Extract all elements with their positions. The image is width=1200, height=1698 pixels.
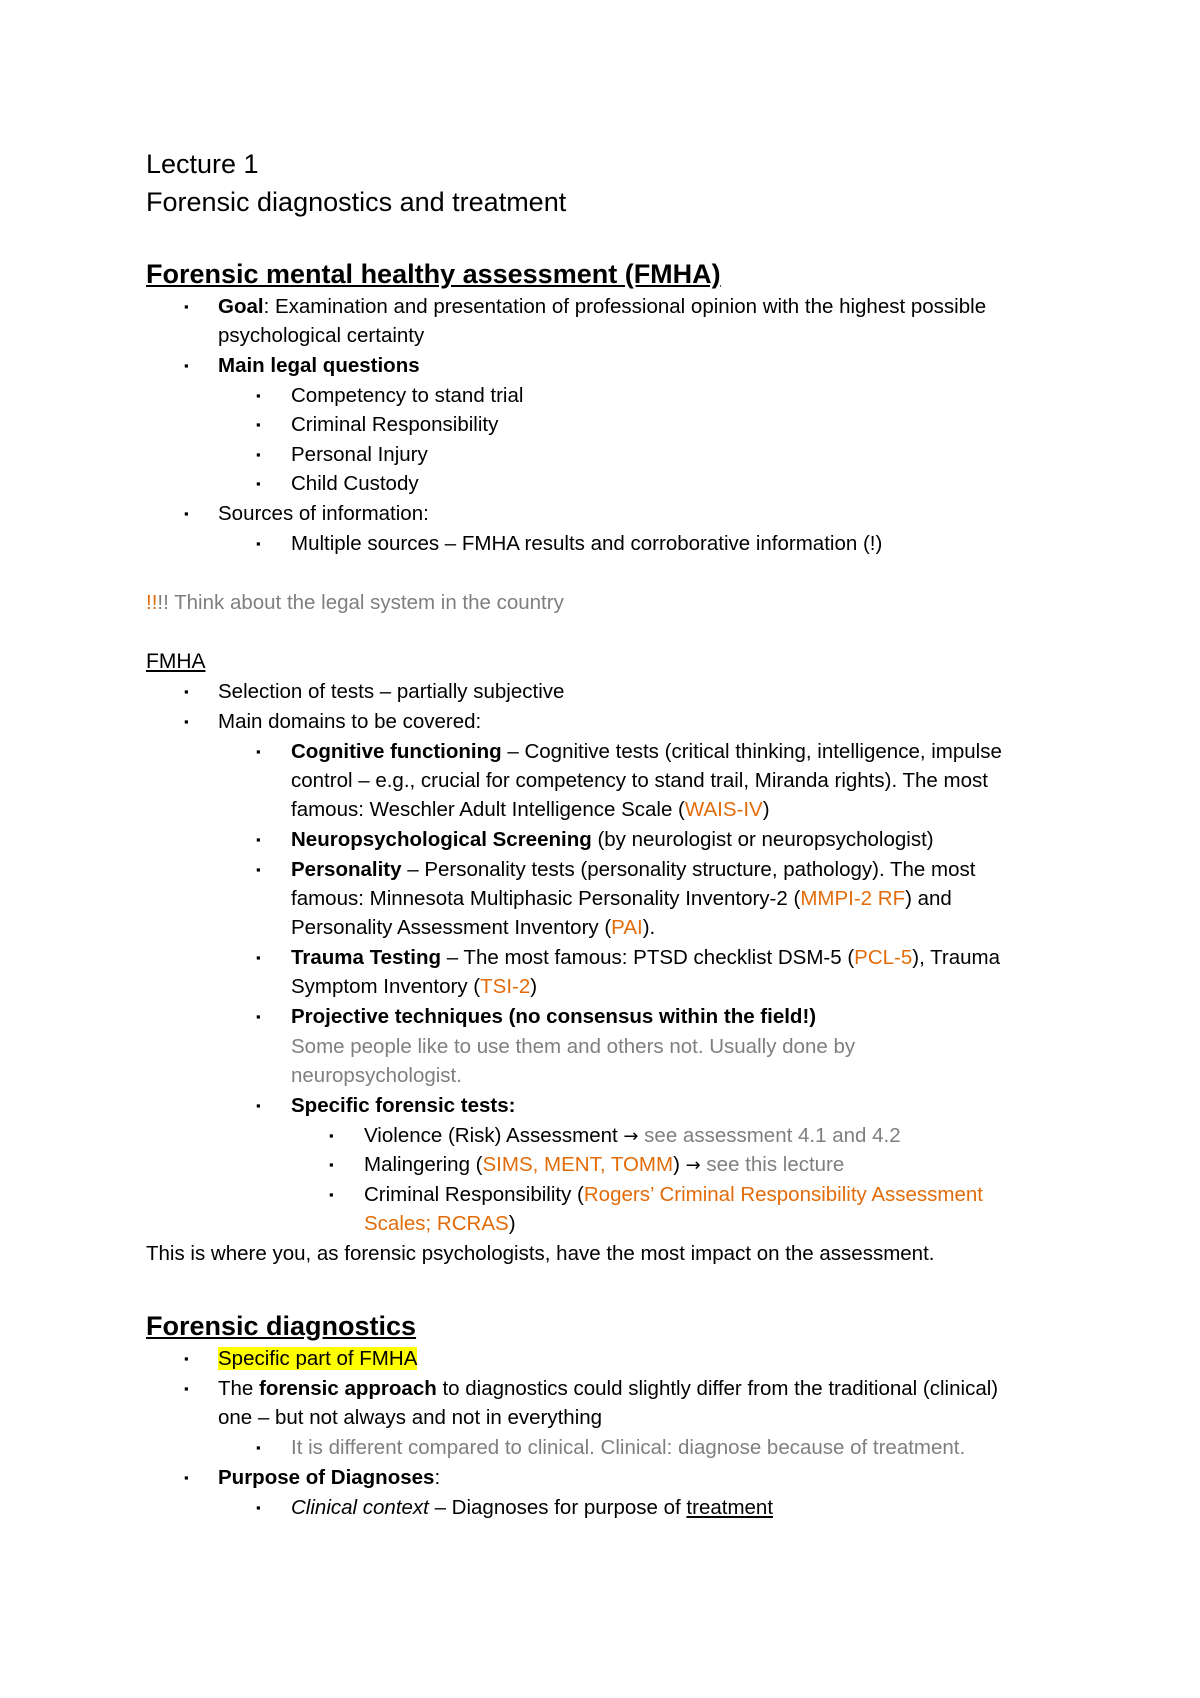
- bullet-icon: [256, 412, 261, 438]
- bullet-icon: [256, 827, 261, 853]
- goal-line-cont: psychological certainty: [218, 324, 425, 347]
- criminal-line: Criminal Responsibility (Rogers’ Criminal Responsibility Assessment: [364, 1183, 984, 1206]
- bullet-icon: [184, 709, 189, 735]
- violence-line: Violence (Risk) Assessment → see assessment 4.1 and 4.2: [364, 1124, 901, 1147]
- note-text: !! Think about the legal system in the country: [157, 591, 564, 614]
- bullet-icon: [256, 1004, 261, 1030]
- bullet-icon: [329, 1123, 334, 1149]
- bullet-icon: [184, 1465, 189, 1491]
- trauma-line-2: Symptom Inventory (TSI-2): [291, 975, 538, 998]
- list-item: Child Custody: [291, 472, 419, 495]
- bullet-icon: [329, 1182, 334, 1208]
- bullet-icon: [256, 442, 261, 468]
- bullet-icon: [256, 1435, 261, 1461]
- projective-note-2: neuropsychologist.: [291, 1064, 462, 1087]
- bullet-icon: [184, 679, 189, 705]
- arrow-right-icon: →: [685, 1155, 701, 1176]
- personality-line-3: Personality Assessment Inventory (PAI).: [291, 916, 656, 939]
- bullet-icon: [184, 294, 189, 320]
- bullet-icon: [256, 471, 261, 497]
- bullet-icon: [256, 1093, 261, 1119]
- lecture-title: Forensic diagnostics and treatment: [146, 187, 567, 217]
- list-item: Competency to stand trial: [291, 384, 524, 407]
- list-item: Criminal Responsibility: [291, 413, 499, 436]
- projective-note: Some people like to use them and others not. Usually done by: [291, 1035, 856, 1058]
- bullet-icon: [256, 945, 261, 971]
- criminal-line-2: Scales; RCRAS): [364, 1212, 516, 1235]
- cognitive-line-3: famous: Weschler Adult Intelligence Scale (WAIS-IV): [291, 798, 770, 821]
- neuro-line: Neuropsychological Screening (by neurologist or neuropsychologist): [291, 828, 934, 851]
- diag-item-1: Specific part of FMHA: [218, 1347, 418, 1370]
- bullet-icon: [256, 739, 261, 765]
- bullet-icon: [184, 501, 189, 527]
- lecture-number: Lecture 1: [146, 149, 259, 179]
- selection-line: Selection of tests – partially subjective: [218, 680, 565, 703]
- list-item: Personal Injury: [291, 443, 428, 466]
- bullet-icon: [256, 857, 261, 883]
- cognitive-line: Cognitive functioning – Cognitive tests (critical thinking, intelligence, impulse: [291, 740, 1002, 763]
- goal-line: Goal: Examination and presentation of professional opinion with the highest possible: [218, 295, 987, 318]
- diag-item-2: The forensic approach to diagnostics could slightly differ from the traditional (clinical): [218, 1377, 999, 1400]
- trauma-line: Trauma Testing – The most famous: PTSD checklist DSM-5 (PCL-5), Trauma: [291, 946, 1000, 969]
- diag-item-2-cont: one – but not always and not in everything: [218, 1406, 603, 1429]
- clinical-line: Clinical context – Diagnoses for purpose of treatment: [291, 1496, 774, 1519]
- note-line: !!!! Think about the legal system in the country: [146, 591, 564, 614]
- closing-line: This is where you, as forensic psychologists, have the most impact on the assessment.: [146, 1242, 935, 1265]
- personality-line-2: famous: Minnesota Multiphasic Personality Inventory-2 (MMPI-2 RF) and: [291, 887, 952, 910]
- sources-label: Sources of information:: [218, 502, 429, 525]
- bullet-icon: [256, 531, 261, 557]
- diagnostics-heading: Forensic diagnostics: [146, 1311, 417, 1341]
- domains-label: Main domains to be covered:: [218, 710, 482, 733]
- specific-tests-label: Specific forensic tests:: [291, 1094, 516, 1117]
- projective-label: Projective techniques (no consensus within the field!): [291, 1005, 817, 1028]
- sources-item: Multiple sources – FMHA results and corroborative information (!): [291, 532, 883, 555]
- bullet-icon: [256, 1495, 261, 1521]
- malingering-line: Malingering (SIMS, MENT, TOMM) → see this lecture: [364, 1153, 845, 1176]
- bullet-icon: [329, 1152, 334, 1178]
- arrow-right-icon: →: [623, 1126, 639, 1147]
- legal-questions-label: Main legal questions: [218, 354, 420, 377]
- bullet-icon: [184, 1376, 189, 1402]
- bullet-icon: [184, 1346, 189, 1372]
- personality-line: Personality – Personality tests (personality structure, pathology). The most: [291, 858, 976, 881]
- fmha-heading: Forensic mental healthy assessment (FMHA): [146, 259, 721, 289]
- bullet-icon: [256, 383, 261, 409]
- fmha-subheading: FMHA: [146, 650, 206, 673]
- bullet-icon: [184, 353, 189, 379]
- cognitive-line-2: control – e.g., crucial for competency to stand trail, Miranda rights). The most: [291, 769, 988, 792]
- purpose-line: Purpose of Diagnoses:: [218, 1466, 441, 1489]
- diag-item-2-sub: It is different compared to clinical. Clinical: diagnose because of treatment.: [291, 1436, 966, 1459]
